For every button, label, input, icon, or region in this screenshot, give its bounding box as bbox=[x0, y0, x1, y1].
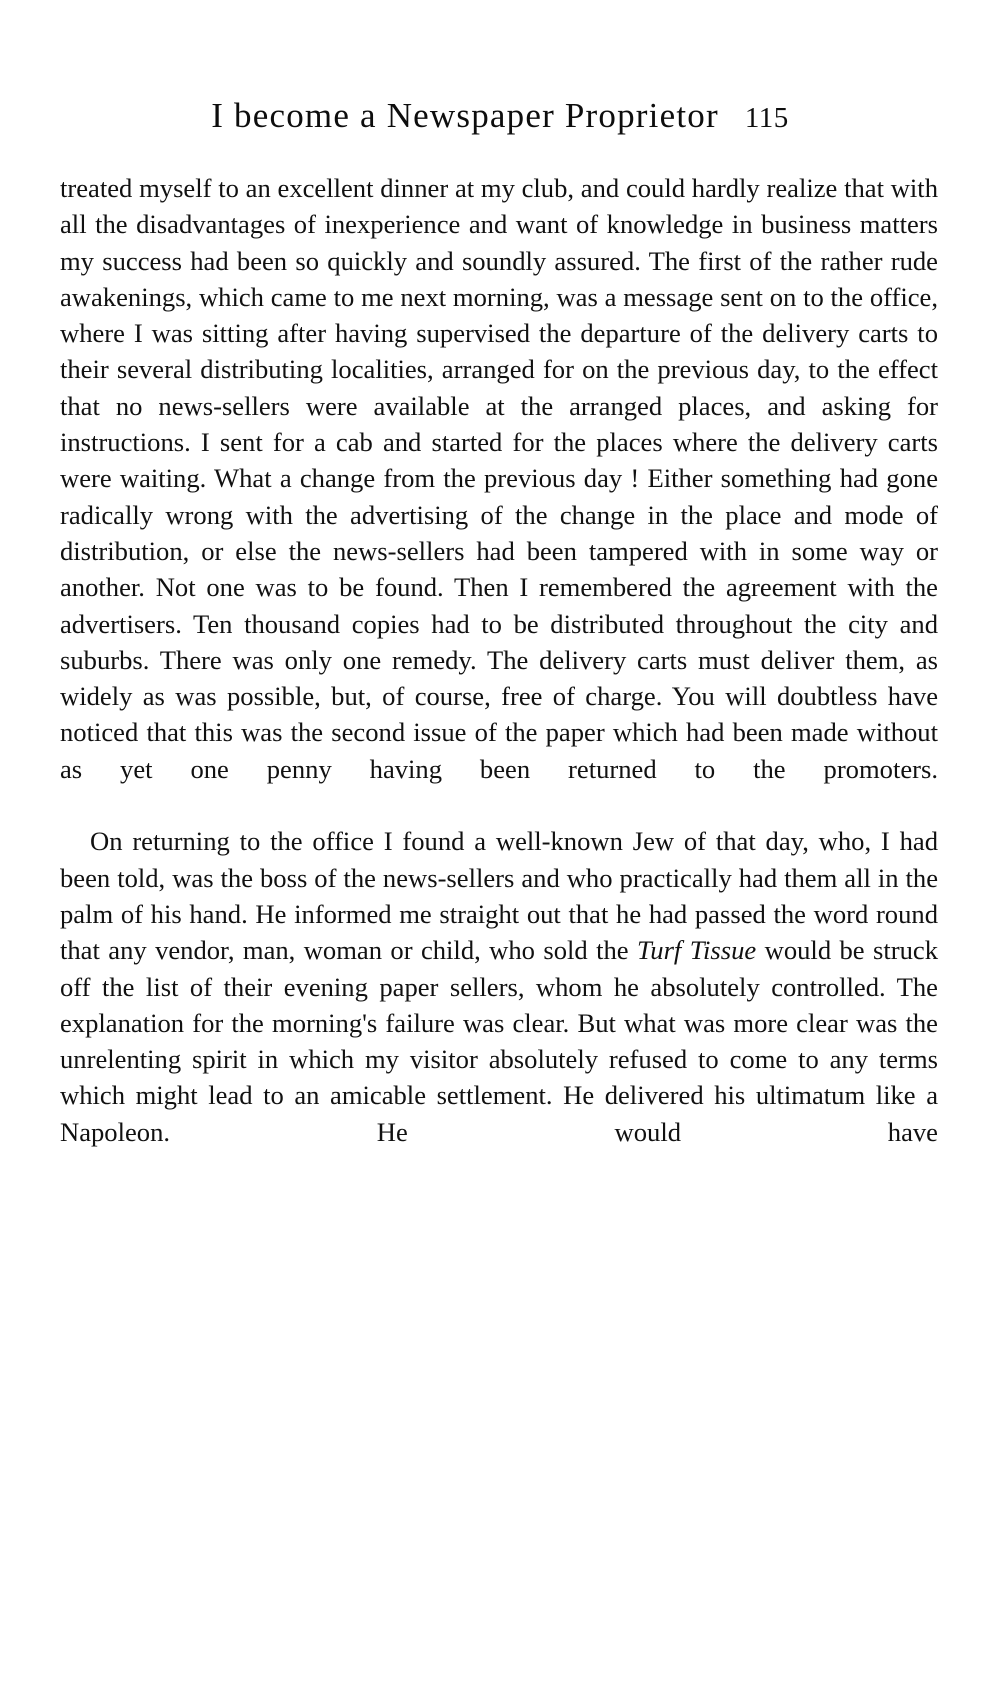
paragraph-1: treated myself to an excellent dinner at my club, and could hardly realize that with all the disadvantages of inexperience and want of knowledge in business matters my success had been so quickly and soundly assured. The first of the rather rude awakenings, which came to me next morning, was a message sent on to the office, where I was sitting after having supervised the departure of the delivery carts to their several distributing localities, arranged for on the previous day, to the effect that no news-sellers were available at the arranged places, and asking for instructions. I sent for a cab and started for the places where the delivery carts were waiting. What a change from the previous day ! Either something had gone radically wrong with the advertising of the change in the place and mode of distribution, or else the news-sellers had been tampered with in some way or another. Not one was to be found. Then I remembered the agreement with the advertisers. Ten thousand copies had to be distributed throughout the city and suburbs. There was only one remedy. The delivery carts must deliver them, as widely as was possible, but, of course, free of charge. You will doubtless have noticed that this was the second issue of the paper which had been made without as yet one penny having been returned to the promoters. bbox=[60, 173, 938, 784]
paragraph-2 bbox=[60, 823, 938, 1186]
running-head-title: I become a Newspaper Proprietor bbox=[211, 96, 719, 135]
paragraph-2-segment-before-italic: On returning to the office I found a well-known Jew of that day, who, I had been told, was the boss of the news-sellers and who practically had them all in the palm of his hand. He informed me straight out that he had passed the word round that any vendor, man, woman or child, who sold the bbox=[60, 826, 938, 966]
page-header bbox=[0, 0, 1000, 136]
italic-publication-title: Turf Tissue bbox=[636, 935, 757, 966]
paragraph-2-segment-after-italic: would be struck off the list of their evening paper sellers, whom he absolutely controlled. The explanation for the morning's failure was clear. But what was more clear was the unrelenting spirit in which my visitor absolutely refused to come to any terms which might lead to an amicable settlement. He delivered his ultimatum like a Napoleon. He would have bbox=[60, 935, 938, 1147]
page-number: 115 bbox=[744, 102, 789, 134]
page-body bbox=[0, 170, 1000, 1186]
